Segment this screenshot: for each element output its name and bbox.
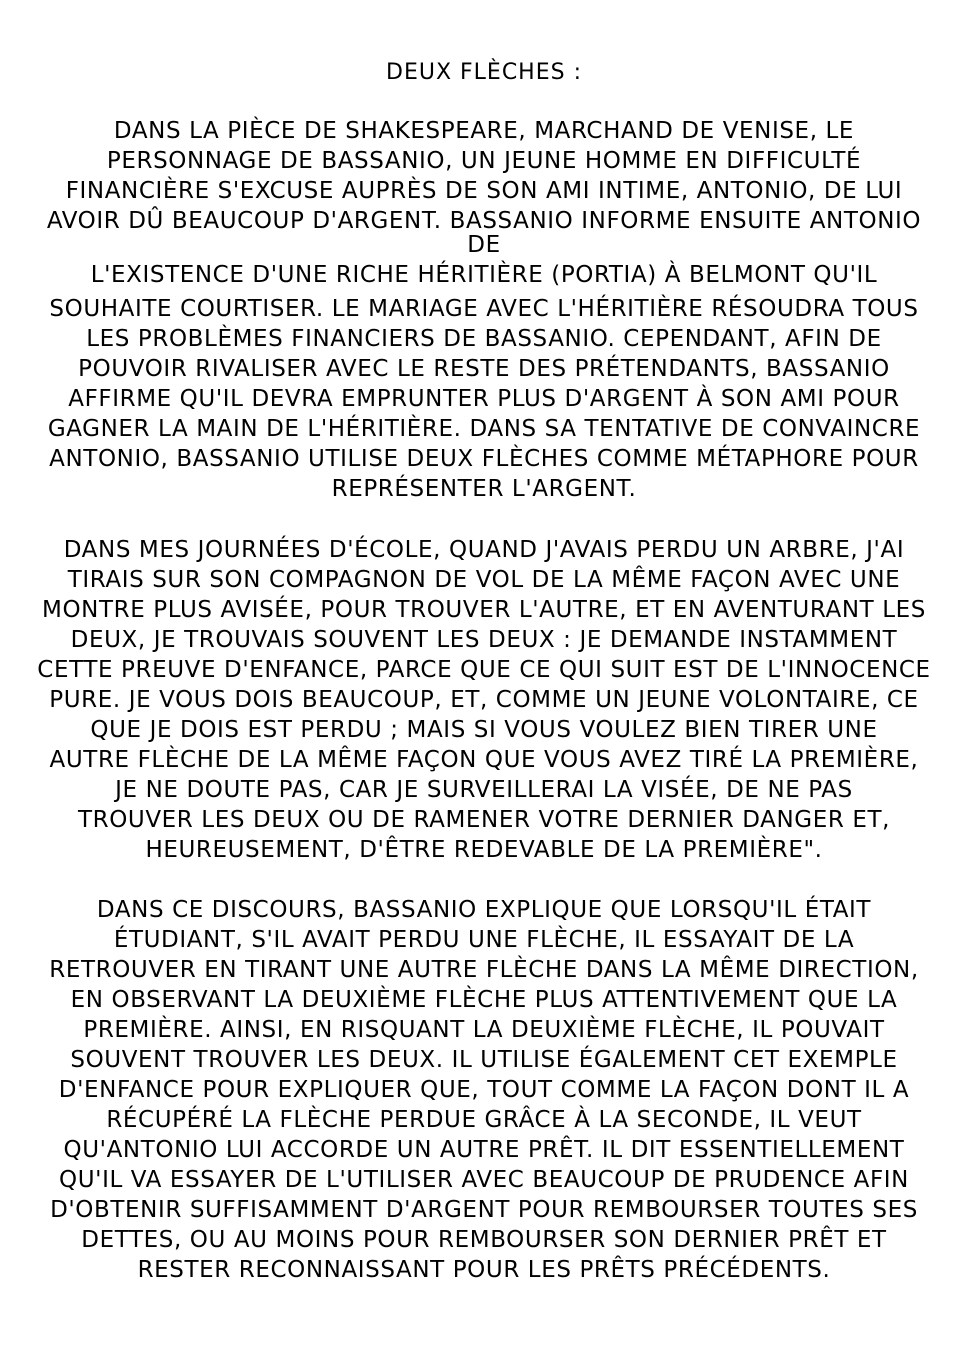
paragraph-1-line-6: L'EXISTENCE D'UNE RICHE HÉRITIÈRE (PORTIA) À BELMONT QU'IL	[90, 262, 878, 288]
paragraph-3-line-7: D'ENFANCE POUR EXPLIQUER QUE, TOUT COMME LA FAÇON DONT IL A	[58, 1077, 910, 1103]
paragraph-2-line-9: JE NE DOUTE PAS, CAR JE SURVEILLERAI LA VISÉE, DE NE PAS	[115, 777, 853, 803]
paragraph-2-line-10: TROUVER LES DEUX OU DE RAMENER VOTRE DERNIER DANGER ET,	[77, 807, 891, 833]
paragraph-1-line-9: POUVOIR RIVALISER AVEC LE RESTE DES PRÉTENDANTS, BASSANIO	[78, 356, 890, 382]
paragraph-2-line-5: CETTE PREUVE D'ENFANCE, PARCE QUE CE QUI SUIT EST DE L'INNOCENCE	[37, 657, 931, 683]
paragraph-3-line-1: DANS CE DISCOURS, BASSANIO EXPLIQUE QUE LORSQU'IL ÉTAIT	[96, 897, 872, 923]
page-title: DEUX FLÈCHES :	[386, 60, 582, 85]
paragraph-2-line-6: PURE. JE VOUS DOIS BEAUCOUP, ET, COMME UN JEUNE VOLONTAIRE, CE	[49, 687, 919, 713]
paragraph-1-line-11: GAGNER LA MAIN DE L'HÉRITIÈRE. DANS SA TENTATIVE DE CONVAINCRE	[47, 416, 921, 442]
paragraph-3-line-2: ÉTUDIANT, S'IL AVAIT PERDU UNE FLÈCHE, IL ESSAYAIT DE LA	[113, 927, 855, 953]
paragraph-2-line-4: DEUX, JE TROUVAIS SOUVENT LES DEUX : JE DEMANDE INSTAMMENT	[70, 627, 898, 653]
paragraph-1-line-10: AFFIRME QU'IL DEVRA EMPRUNTER PLUS D'ARGENT À SON AMI POUR	[68, 386, 900, 412]
paragraph-3-line-5: PREMIÈRE. AINSI, EN RISQUANT LA DEUXIÈME FLÈCHE, IL POUVAIT	[83, 1017, 885, 1043]
paragraph-3-line-6: SOUVENT TROUVER LES DEUX. IL UTILISE ÉGALEMENT CET EXEMPLE	[70, 1047, 898, 1073]
paragraph-1-line-3: FINANCIÈRE S'EXCUSE AUPRÈS DE SON AMI INTIME, ANTONIO, DE LUI	[65, 178, 903, 204]
paragraph-3-line-12: DETTES, OU AU MOINS POUR REMBOURSER SON DERNIER PRÊT ET	[81, 1227, 887, 1253]
paragraph-3-line-4: EN OBSERVANT LA DEUXIÈME FLÈCHE PLUS ATTENTIVEMENT QUE LA	[70, 987, 898, 1013]
paragraph-2-line-7: QUE JE DOIS EST PERDU ; MAIS SI VOUS VOULEZ BIEN TIRER UNE	[90, 717, 878, 743]
paragraph-3-line-3: RETROUVER EN TIRANT UNE AUTRE FLÈCHE DANS LA MÊME DIRECTION,	[49, 957, 919, 983]
paragraph-2-line-1: DANS MES JOURNÉES D'ÉCOLE, QUAND J'AVAIS PERDU UN ARBRE, J'AI	[63, 537, 905, 563]
paragraph-3-line-8: RÉCUPÉRÉ LA FLÈCHE PERDUE GRÂCE À LA SECONDE, IL VEUT	[106, 1107, 862, 1133]
paragraph-3-line-10: QU'IL VA ESSAYER DE L'UTILISER AVEC BEAUCOUP DE PRUDENCE AFIN	[59, 1167, 909, 1193]
paragraph-3-line-13: RESTER RECONNAISSANT POUR LES PRÊTS PRÉCÉDENTS.	[137, 1257, 831, 1283]
paragraph-2-line-2: TIRAIS SUR SON COMPAGNON DE VOL DE LA MÊME FAÇON AVEC UNE	[67, 567, 901, 593]
paragraph-1-line-7: SOUHAITE COURTISER. LE MARIAGE AVEC L'HÉRITIÈRE RÉSOUDRA TOUS	[49, 296, 919, 322]
paragraph-2-line-11: HEUREUSEMENT, D'ÊTRE REDEVABLE DE LA PREMIÈRE".	[145, 837, 823, 863]
paragraph-1-line-5: DE	[467, 232, 501, 258]
paragraph-3-line-9: QU'ANTONIO LUI ACCORDE UN AUTRE PRÊT. IL DIT ESSENTIELLEMENT	[63, 1137, 905, 1163]
paragraph-1-line-1: DANS LA PIÈCE DE SHAKESPEARE, MARCHAND DE VENISE, LE	[113, 118, 855, 144]
paragraph-1-line-4: AVOIR DÛ BEAUCOUP D'ARGENT. BASSANIO INFORME ENSUITE ANTONIO	[46, 208, 922, 234]
paragraph-2-line-3: MONTRE PLUS AVISÉE, POUR TROUVER L'AUTRE, ET EN AVENTURANT LES	[42, 597, 926, 623]
paragraph-1-line-8: LES PROBLÈMES FINANCIERS DE BASSANIO. CEPENDANT, AFIN DE	[86, 326, 882, 352]
paragraph-1-line-2: PERSONNAGE DE BASSANIO, UN JEUNE HOMME EN DIFFICULTÉ	[106, 148, 862, 174]
paragraph-3-line-11: D'OBTENIR SUFFISAMMENT D'ARGENT POUR REMBOURSER TOUTES SES	[50, 1197, 918, 1223]
paragraph-1-line-12: ANTONIO, BASSANIO UTILISE DEUX FLÈCHES COMME MÉTAPHORE POUR	[49, 446, 919, 472]
paragraph-1-line-13: REPRÉSENTER L'ARGENT.	[331, 476, 637, 502]
paragraph-2-line-8: AUTRE FLÈCHE DE LA MÊME FAÇON QUE VOUS AVEZ TIRÉ LA PREMIÈRE,	[49, 747, 919, 773]
